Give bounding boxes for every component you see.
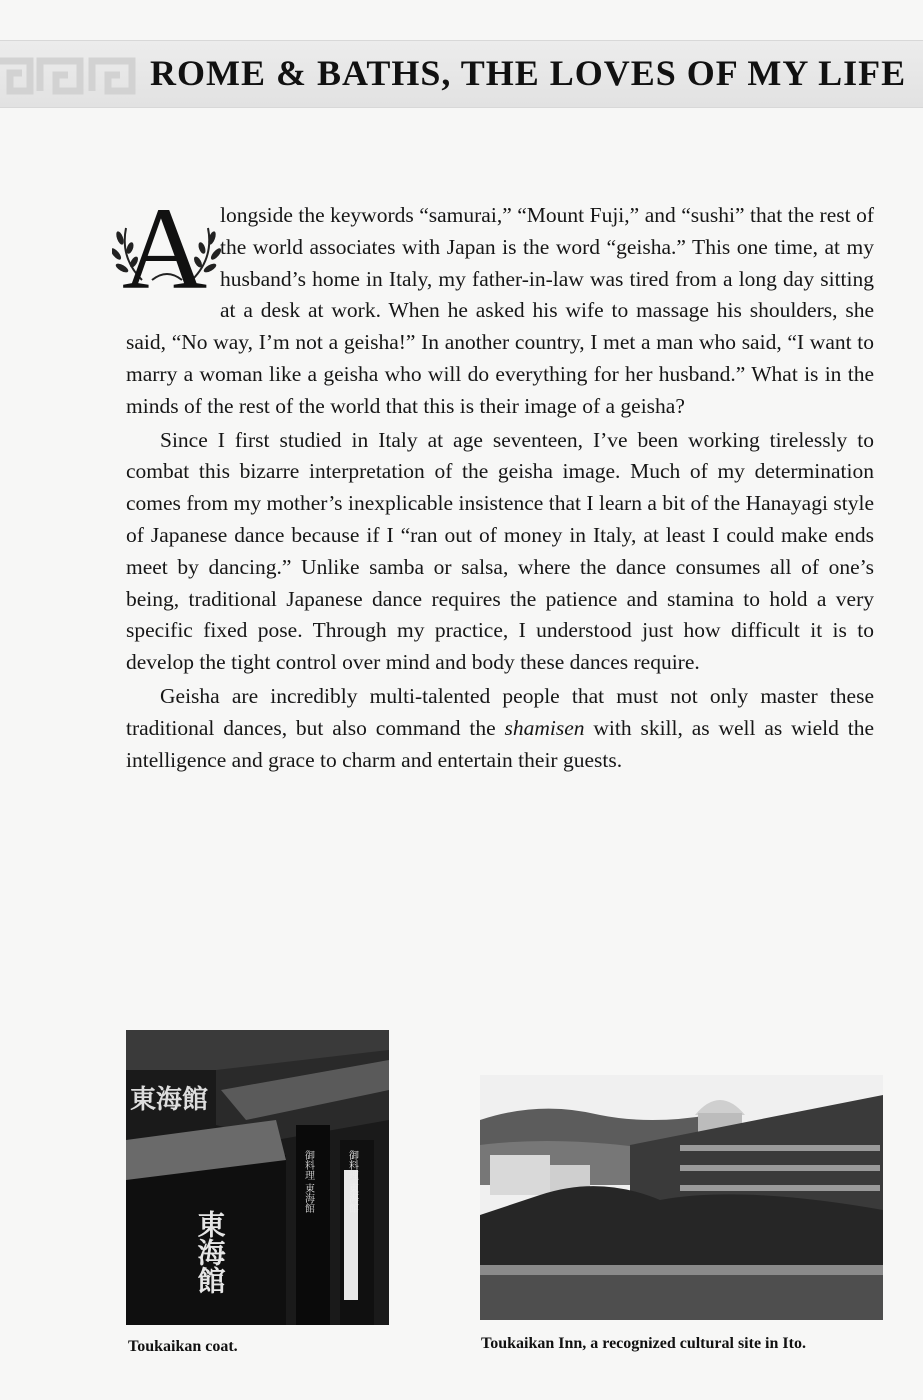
paragraph-1 bbox=[122, 183, 874, 423]
drop-cap-letter: A bbox=[122, 183, 208, 314]
coat-signage-vertical: 東海館 bbox=[193, 1210, 227, 1294]
toukaikan-coat-photo bbox=[126, 1030, 389, 1325]
paragraph-3-text-b: with skill, as well as wield the intelligence and grace to charm and entertain their guests. bbox=[126, 715, 874, 772]
paragraph-3-text-a: Geisha are incredibly multi-talented people that must not only master these traditional dances, but also command the bbox=[126, 683, 874, 740]
page-title: ROME & BATHS, THE LOVES OF MY LIFE bbox=[150, 53, 907, 93]
paragraph-1-text: longside the keywords “samurai,” “Mount Fuji,” and “sushi” that the rest of the world associates with Japan is the word “geisha.” This one time, at my husband’s home in Italy, my father-in-law was tired from a long day sitting at a desk at work. When he asked his wife to massage his shoulders, she said, “No way, I’m not a geisha!” In another country, I met a man who said, “I want to marry a woman like a geisha who will do everything for her husband.” What is in the minds of the rest of the world that this is their image of a geisha? bbox=[126, 203, 874, 418]
paragraph-2: Since I first studied in Italy at age seventeen, I’ve been working tirelessly to combat this bizarre interpretation of the geisha image. Much of my determination comes from my mother’s inexplicable insistence that I learn a bit of the Hanayagi style of Japanese dance because if I “ran out of money in Italy, at least I could make ends meet by dancing.” Unlike samba or salsa, where the dance consumes all of one’s being, traditional Japanese dance requires the patience and stamina to hold a very specific fixed pose. Through my practice, I understood just how difficult it is to develop the tight control over mind and body these dances require. bbox=[126, 427, 874, 675]
shamisen-term: shamisen bbox=[504, 715, 585, 740]
caption-inn: Toukaikan Inn, a recognized cultural site in Ito. bbox=[481, 1335, 806, 1352]
coat-signage-band-1: 御料理 東海館 bbox=[302, 1150, 314, 1214]
coat-signage-band-2: 御料理 東海館 bbox=[346, 1150, 358, 1214]
toukaikan-inn-photo bbox=[480, 1075, 883, 1320]
article-body bbox=[122, 183, 874, 776]
coat-photo-drawing bbox=[126, 1030, 389, 1325]
caption-coat: Toukaikan coat. bbox=[128, 1338, 238, 1355]
paragraph-3 bbox=[126, 681, 874, 776]
inn-photo-drawing bbox=[480, 1075, 883, 1320]
coat-signage-top: 東海館 bbox=[130, 1085, 209, 1115]
drop-cap bbox=[112, 183, 212, 314]
